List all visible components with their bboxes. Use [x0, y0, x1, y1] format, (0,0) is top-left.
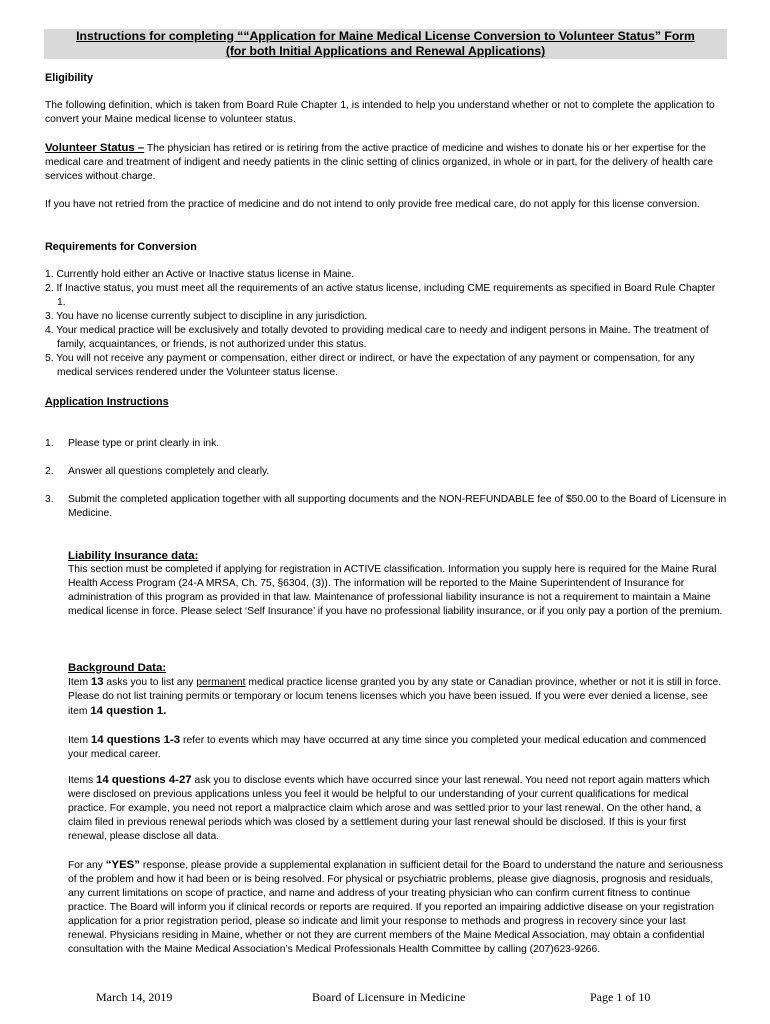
requirements-list	[45, 268, 725, 380]
liability-section	[68, 549, 724, 619]
application-heading: Application Instructions	[45, 396, 169, 408]
background-paragraph-2: Item 14 questions 1-3 refer to events which may have occurred at any time since you completed your medical education and commenced your medical career.	[68, 734, 707, 760]
instruction-number: 2.	[45, 466, 54, 477]
eligibility-heading: Eligibility	[45, 72, 93, 84]
volunteer-status-term: Volunteer Status –	[45, 142, 145, 154]
footer-organization: Board of Licensure in Medicine	[312, 990, 466, 1004]
requirement-item: 5. You will not receive any payment or compensation, either direct or indirect, or have the expectation of any payment or compensation, for any medical services rendered under the Volunteer status license.	[45, 353, 695, 378]
title-line-2: (for both Initial Applications and Renewal Applications)	[225, 44, 546, 58]
requirement-item: 3. You have no license currently subject to discipline in any jurisdiction.	[45, 311, 368, 322]
background-heading: Background Data:	[68, 662, 167, 674]
volunteer-status-text: The physician has retired or is retiring from the active practice of medicine and wishes to donate his or her expertise for the medical care and treatment of indigent and needy patients in the clinic setting of clinics organized, in whole or in part, for the delivery of health care services without charge.	[45, 143, 713, 182]
background-paragraph-3: Items 14 questions 4-27 ask you to disclose events which have occurred since your last renewal. You need not report again matters which were disclosed on previous applications unless you feel it would be helpful to our understanding of your current qualifications for medical practice. For example, you need not report a malpractice claim which arose and was settled prior to your last renewal. On the other hand, a claim filed in previous renewal periods which was closed by a settlement during your last renewal should be disclosed. If this is your first renewal, please disclose all data.	[68, 774, 710, 842]
instruction-number: 3.	[45, 494, 54, 505]
instruction-text: Please type or print clearly in ink.	[68, 438, 220, 449]
volunteer-status-definition	[45, 141, 725, 184]
document-title	[44, 29, 727, 59]
liability-text: This section must be completed if applying for registration in ACTIVE classification. Information you supply here is required for the Maine Rural Health Access Program (24-A MRSA, Ch. 75, §6304, (3)). The information will be reported to the Maine Superintendent of Insurance for administration of this program as provided in that law. Maintenance of professional liability insurance is not a requirement to maintain a Maine medical license in force. Please select ‘Self Insurance’ if you have no professional liability insurance, or if you only pay a portion of the premium.	[68, 564, 723, 617]
eligibility-intro: The following definition, which is taken from Board Rule Chapter 1, is intended to help you understand whether or not to complete the application to convert your Maine medical license to volunteer status.	[45, 100, 715, 125]
requirement-item: 4. Your medical practice will be exclusively and totally devoted to providing medical care to needy and indigent persons in Maine. The treatment of family, acquaintances, or friends, is not authorized under this status.	[45, 325, 709, 350]
footer-page-number: Page 1 of 10	[590, 990, 651, 1004]
instruction-text: Submit the completed application together with all supporting documents and the NON-REFUNDABLE fee of $50.00 to the Board of Licensure in Medicine.	[68, 494, 727, 519]
background-paragraph-1: Item 13 asks you to list any permanent medical practice license granted you by any state or Canadian province, whether or not it is still in force. Please do not list training permits or temporary or locum tenens licenses which you have been issued. If you were ever denied a license, see item 14 question 1.	[68, 676, 722, 717]
requirements-heading: Requirements for Conversion	[45, 241, 197, 253]
title-line-1: Instructions for completing ““Application for Maine Medical License Conversion to Volunteer Status” Form	[76, 29, 695, 43]
instruction-number: 1.	[45, 438, 54, 449]
background-section	[68, 661, 724, 719]
footer-date: March 14, 2019	[96, 990, 173, 1004]
background-paragraph-4: For any “YES” response, please provide a supplemental explanation in sufficient detail for the Board to understand the nature and seriousness of the problem and how it had been or is being resolved. For physical or psychiatric problems, please give diagnosis, prognosis and residuals, any current limitations on scope of practice, and name and address of your treating physician who can confirm current fitness to continue practice. The Board will inform you if clinical records or reports are required. If you reported an impairing addictive disease on your registration application for a prior registration period, please so indicate and limit your response to methods and progress in recovery since your last renewal. Physicians residing in Maine, whether or not they are current members of the Maine Medical Association, may obtain a confidential consultation with the Maine Medical Association’s Medical Professionals Health Committee by calling (207)623-9266.	[68, 859, 724, 955]
instruction-text: Answer all questions completely and clearly.	[68, 466, 270, 477]
requirement-item: 1. Currently hold either an Active or Inactive status license in Maine.	[45, 269, 355, 280]
eligibility-note: If you have not retried from the practice of medicine and do not intend to only provide free medical care, do not apply for this license conversion.	[45, 199, 700, 210]
liability-heading: Liability Insurance data:	[68, 550, 199, 562]
requirement-item: 2. If Inactive status, you must meet all the requirements of an active status license, including CME requirements as specified in Board Rule Chapter 1.	[45, 283, 716, 308]
